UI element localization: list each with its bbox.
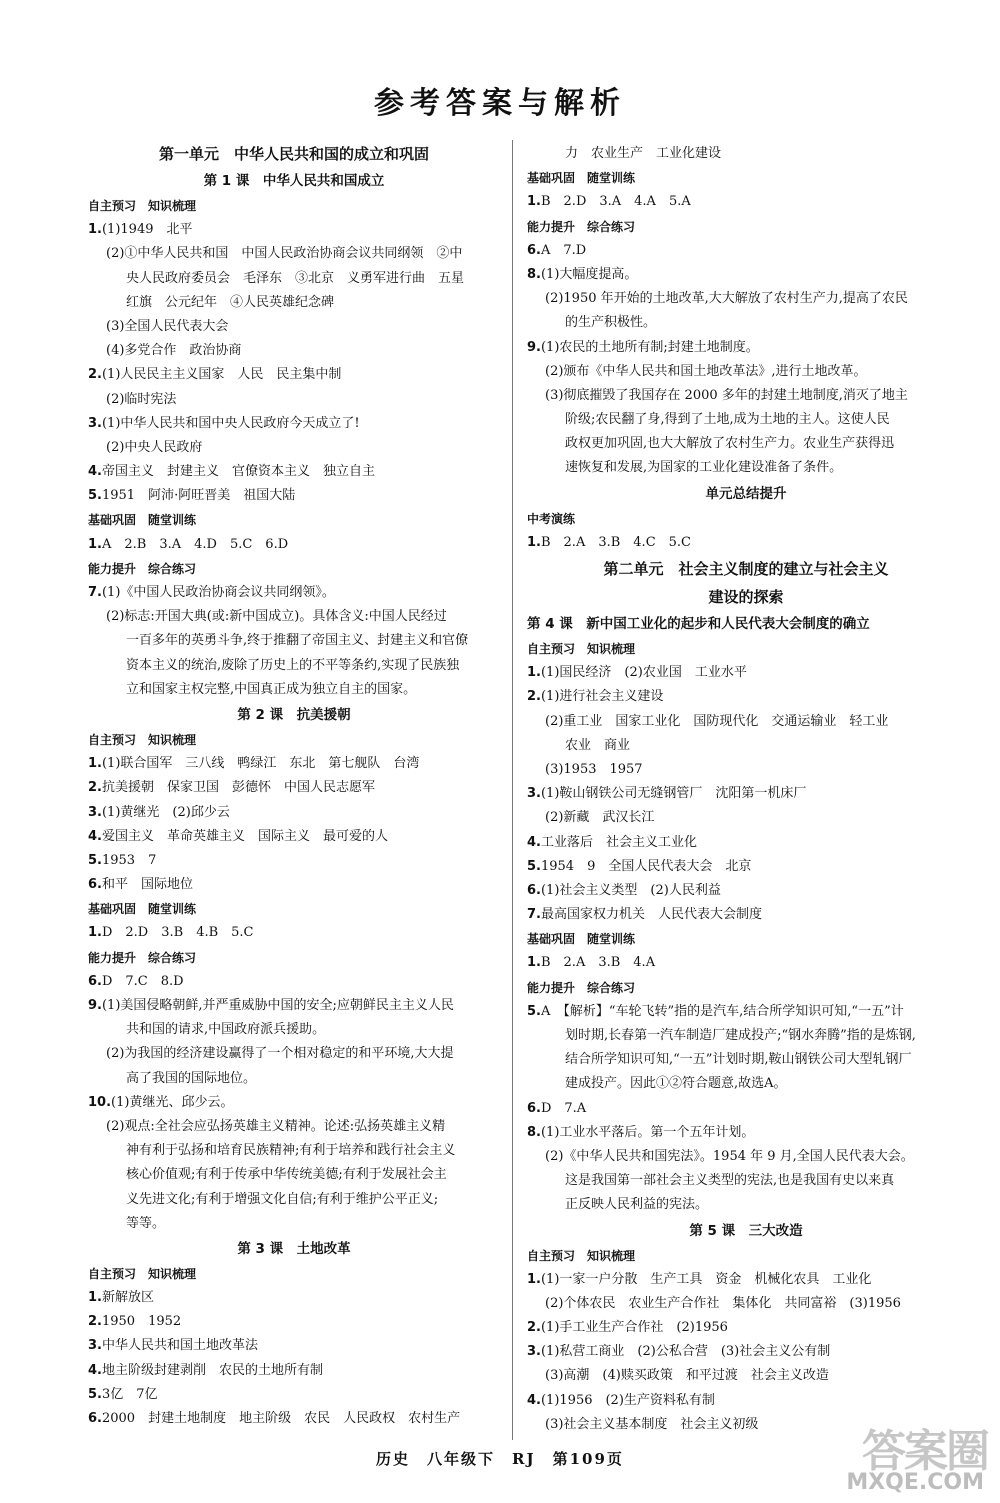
section-subheading: 自主预习 知识梳理 <box>88 732 197 747</box>
answer-text: (1)手工业生产合作社 (2)1956 <box>540 1320 728 1336</box>
question-number: 3. <box>88 415 102 431</box>
answer-continuation: (4)多党合作 政治协商 <box>106 343 242 359</box>
answer-line <box>88 1359 500 1383</box>
answer-continuation: (2)《中华人民共和国宪法》。1954 年 9 月,全国人民代表大会。 <box>545 1148 914 1164</box>
question-number: 1. <box>88 925 102 941</box>
answer-continuation: 义先进文化;有利于增强文化自信;有利于维护公平正义; <box>126 1191 439 1207</box>
lesson-title: 第 4 课 新中国工业化的起步和人民代表大会制度的确立 <box>527 616 870 632</box>
question-number: 1. <box>527 955 541 971</box>
answer-text: (1)国民经济 (2)农业国 工业水平 <box>540 665 747 681</box>
answer-continuation: 这是我国第一部社会主义类型的宪法,也是我国有史以来真 <box>565 1173 895 1189</box>
answer-line <box>527 1268 965 1292</box>
watermark-logo <box>844 1415 994 1495</box>
answer-line <box>88 1383 500 1407</box>
answer-line <box>527 1121 965 1145</box>
watermark-text: 答案圈 <box>862 1426 988 1477</box>
answer-continuation: (2)1950 年开始的土地改革,大大解放了农村生产力,提高了农民 <box>545 291 908 307</box>
question-number: 2. <box>527 689 541 705</box>
answer-line <box>88 533 500 557</box>
answer-continuation: (2)个体农民 农业生产合作社 集体化 共同富裕 (3)1956 <box>545 1295 901 1311</box>
answer-line <box>527 903 965 927</box>
answer-text: (1)工业水平落后。第一个五年计划。 <box>540 1124 755 1140</box>
answer-text: (1)大幅度提高。 <box>540 266 638 282</box>
answer-line <box>527 1000 965 1024</box>
question-number: 4. <box>88 828 102 844</box>
answer-continuation: 资本主义的统治,废除了历史上的不平等条约,实现了民族独 <box>126 657 460 673</box>
answer-continuation: 央人民政府委员会 毛泽东 ③北京 义勇军进行曲 五星 <box>126 270 465 286</box>
answer-text: (1)一家一户分散 生产工具 资金 机械化农具 工业化 <box>540 1271 872 1287</box>
answer-line <box>527 263 965 287</box>
answer-text: (1)黄继光 (2)邱少云 <box>101 804 230 820</box>
answer-line <box>527 336 965 360</box>
answer-text: 抗美援朝 保家卫国 彭德怀 中国人民志愿军 <box>101 780 375 796</box>
section-subheading: 自主预习 知识梳理 <box>527 1248 636 1263</box>
answer-line <box>527 190 965 214</box>
answer-continuation: (2)标志:开国大典(或:新中国成立)。具体含义:中国人民经过 <box>106 609 447 625</box>
section-subheading: 基础巩固 随堂训练 <box>527 932 636 947</box>
question-number: 3. <box>527 786 541 802</box>
section-subheading: 能力提升 综合练习 <box>88 561 197 576</box>
lesson-title: 第 3 课 土地改革 <box>237 1240 351 1257</box>
unit-title: 第二单元 社会主义制度的建立与社会主义 <box>603 560 889 578</box>
question-number: 6. <box>527 882 541 898</box>
answer-continuation: 共和国的请求,中国政府派兵援助。 <box>126 1022 326 1038</box>
answer-continuation: (3)1953 1957 <box>545 761 643 777</box>
answer-continuation: 神有利于弘扬和培育民族精神;有利于培养和践行社会主义 <box>126 1143 456 1159</box>
answer-text: (1)联合国军 三八线 鸭绿江 东北 第七舰队 台湾 <box>101 756 420 772</box>
answer-text: (1)农民的土地所有制;封建土地制度。 <box>540 339 759 355</box>
answer-text: (1)私营工商业 (2)公私合营 (3)社会主义公有制 <box>540 1344 831 1360</box>
lesson-title: 单元总结提升 <box>705 485 787 502</box>
question-number: 8. <box>527 266 541 282</box>
answer-continuation: 正反映人民利益的宪法。 <box>565 1197 709 1213</box>
section-subheading: 中考演练 <box>527 511 576 526</box>
lesson-title: 第 1 课 中华人民共和国成立 <box>203 173 385 189</box>
question-number: 6. <box>527 242 541 258</box>
answer-continuation: (2)临时宪法 <box>106 391 177 407</box>
answer-continuation: (3)社会主义基本制度 社会主义初级 <box>545 1416 759 1432</box>
answer-continuation: (2)中央人民政府 <box>106 439 203 455</box>
question-number: 8. <box>527 1124 541 1140</box>
answer-continuation: 政权更加巩固,也大大解放了农村生产力。农业生产获得迅 <box>565 436 895 452</box>
answer-continuation: 立和国家主权完整,中国真正成为独立自主的国家。 <box>126 681 417 697</box>
answer-text: (1)1956 (2)生产资料私有制 <box>540 1392 715 1408</box>
answer-line <box>527 782 965 806</box>
question-number: 1. <box>88 756 102 772</box>
question-number: 3. <box>88 804 102 820</box>
answer-text: (1)进行社会主义建设 <box>540 689 664 705</box>
answer-text: 2000 封建土地制度 地主阶级 农民 人民政权 农村生产 <box>101 1411 461 1426</box>
answer-line <box>88 1286 500 1310</box>
answer-text: (1)鞍山钢铁公司无缝钢管厂 沈阳第一机床厂 <box>540 786 807 802</box>
question-number: 6. <box>527 1100 541 1116</box>
section-subheading: 自主预习 知识梳理 <box>527 642 636 656</box>
answer-continuation: (2)新藏 武汉长江 <box>545 810 655 826</box>
answer-line <box>527 1340 965 1364</box>
question-number: 5. <box>88 852 102 868</box>
answer-continuation: 等等。 <box>126 1215 166 1231</box>
answer-line <box>88 1310 500 1334</box>
answer-continuation: 一百多年的英勇斗争,终于推翻了帝国主义、封建主义和官僚 <box>126 633 469 649</box>
page-footer: 历史 八年级下 RJ 第109页 <box>376 1450 624 1468</box>
answer-text: 爱国主义 革命英雄主义 国际主义 最可爱的人 <box>101 828 388 844</box>
answer-line <box>88 994 500 1018</box>
answer-text: 1953 7 <box>101 852 157 868</box>
question-number: 1. <box>88 1290 102 1306</box>
answer-line <box>527 879 965 903</box>
answer-continuation: 速恢复和发展,为国家的工业化建设准备了条件。 <box>565 460 843 476</box>
answer-text: 1950 1952 <box>101 1314 182 1330</box>
lesson-title: 第 2 课 抗美援朝 <box>237 706 351 723</box>
answer-text: (1)黄继光、邱少云。 <box>111 1094 234 1110</box>
answer-text: (1)1949 北平 <box>101 222 193 238</box>
answer-continuation: (2)颁布《中华人民共和国土地改革法》,进行土地改革。 <box>545 363 867 379</box>
answer-text: (1)中华人民共和国中央人民政府今天成立了! <box>101 415 360 431</box>
answer-continuation: (3)彻底摧毁了我国存在 2000 多年的封建土地制度,消灭了地主 <box>545 387 908 403</box>
answer-line <box>88 1407 500 1431</box>
answer-line <box>88 873 500 897</box>
answer-line <box>527 855 965 879</box>
answer-line <box>88 1334 500 1358</box>
unit-title: 第一单元 中华人民共和国的成立和巩固 <box>158 145 429 163</box>
question-number: 9. <box>88 998 102 1013</box>
question-number: 1. <box>527 1271 541 1287</box>
answer-line <box>527 531 965 555</box>
answer-line <box>527 831 965 855</box>
answer-line <box>527 239 965 263</box>
answer-text: B 2.D 3.A 4.A 5.A <box>540 194 691 210</box>
left-column <box>88 140 500 1431</box>
answer-line <box>527 1097 965 1121</box>
section-subheading: 能力提升 综合练习 <box>527 980 636 995</box>
question-number: 3. <box>88 1338 102 1354</box>
section-subheading: 能力提升 综合练习 <box>88 950 197 965</box>
answer-line <box>88 460 500 484</box>
answer-text: 1951 阿沛·阿旺晋美 祖国大陆 <box>101 488 296 504</box>
answer-text: A 2.B 3.A 4.D 5.C 6.D <box>101 536 289 552</box>
section-subheading: 基础巩固 随堂训练 <box>527 171 636 186</box>
answer-text: (1)《中国人民政治协商会议共同纲领》。 <box>101 585 335 600</box>
answer-line <box>527 661 965 685</box>
question-number: 2. <box>88 367 102 383</box>
answer-continuation: (2)观点:全社会应弘扬英雄主义精神。论述:弘扬英雄主义精 <box>106 1118 446 1134</box>
answer-continuation: 红旗 公元纪年 ④人民英雄纪念碑 <box>126 294 335 310</box>
answer-continuation: 建成投产。因此①②符合题意,故选A。 <box>565 1076 787 1092</box>
question-number: 1. <box>527 194 541 210</box>
watermark-domain: MXQE.COM <box>846 1470 984 1495</box>
answer-continuation: 农业 商业 <box>565 737 631 753</box>
answer-line <box>88 484 500 508</box>
answer-continuation: (3)全国人民代表大会 <box>106 318 229 334</box>
lesson-title: 第 5 课 三大改造 <box>689 1222 803 1239</box>
answer-continuation: 结合所学知识可知,“一五”计划时期,鞍山钢铁公司大型轧钢厂 <box>565 1052 912 1068</box>
answer-text: A 【解析】“车轮飞转”指的是汽车,结合所学知识可知,“一五”计 <box>540 1003 904 1019</box>
answer-continuation: 的生产积极性。 <box>565 315 657 331</box>
question-number: 6. <box>88 877 102 893</box>
question-number: 1. <box>88 222 102 238</box>
answer-text: D 7.A <box>540 1100 587 1116</box>
question-number: 3. <box>527 1344 541 1360</box>
question-number: 4. <box>527 834 541 850</box>
answer-line <box>527 1316 965 1340</box>
question-number: 4. <box>88 464 102 480</box>
answer-line <box>527 685 965 709</box>
answer-text: 工业落后 社会主义工业化 <box>540 834 697 850</box>
question-number: 4. <box>527 1392 541 1408</box>
question-number: 5. <box>527 1003 541 1019</box>
answer-line <box>88 776 500 800</box>
answer-line <box>527 1389 965 1413</box>
question-number: 2. <box>88 780 102 796</box>
question-number: 5. <box>527 858 541 874</box>
right-column <box>527 142 965 1437</box>
answer-text: 1954 9 全国人民代表大会 北京 <box>540 858 752 874</box>
answer-line <box>88 970 500 994</box>
answer-text: 3亿 7亿 <box>101 1386 158 1402</box>
question-number: 4. <box>88 1362 102 1378</box>
answer-continuation: 力 农业生产 工业化建设 <box>565 146 722 161</box>
answer-line <box>88 752 500 776</box>
section-subheading: 基础巩固 随堂训练 <box>88 902 197 917</box>
answer-line <box>88 363 500 387</box>
answer-line <box>88 825 500 849</box>
answer-continuation: (2)重工业 国家工业化 国防现代化 交通运输业 轻工业 <box>545 713 889 729</box>
page-title: 参考答案与解析 <box>374 86 626 121</box>
question-number: 1. <box>527 665 541 681</box>
answer-text: B 2.A 3.B 4.A <box>540 955 656 971</box>
question-number: 2. <box>527 1320 541 1336</box>
answer-text: 中华人民共和国土地改革法 <box>101 1338 258 1354</box>
question-number: 6. <box>88 1411 102 1426</box>
answer-text: 帝国主义 封建主义 官僚资本主义 独立自主 <box>101 464 375 480</box>
question-number: 10. <box>88 1094 112 1110</box>
answer-line <box>88 849 500 873</box>
section-subheading: 自主预习 知识梳理 <box>88 199 197 213</box>
answer-text: (1)美国侵略朝鲜,并严重威胁中国的安全;应朝鲜民主主义人民 <box>101 998 454 1013</box>
question-number: 1. <box>527 534 541 550</box>
answer-text: 最高国家权力机关 人民代表大会制度 <box>540 907 762 923</box>
question-number: 9. <box>527 339 541 355</box>
question-number: 5. <box>88 1386 102 1402</box>
answer-text: A 7.D <box>540 242 587 258</box>
answer-continuation: 阶级;农民翻了身,得到了土地,成为土地的主人。这使人民 <box>565 412 890 428</box>
answer-line <box>88 218 500 242</box>
question-number: 7. <box>88 585 102 600</box>
answer-line <box>88 412 500 436</box>
answer-continuation: 高了我国的国际地位。 <box>126 1070 257 1086</box>
answer-line <box>88 801 500 825</box>
answer-line <box>527 951 965 975</box>
question-number: 1. <box>88 536 102 552</box>
answer-line <box>88 581 500 605</box>
section-subheading: 能力提升 综合练习 <box>527 219 636 234</box>
answer-continuation: (2)为我国的经济建设赢得了一个相对稳定的和平环境,大大提 <box>106 1046 454 1062</box>
unit-title: 建设的探索 <box>708 588 784 606</box>
question-number: 6. <box>88 973 102 989</box>
answer-line <box>88 921 500 945</box>
answer-text: B 2.A 3.B 4.C 5.C <box>540 534 691 550</box>
answer-text: (1)人民民主主义国家 人民 民主集中制 <box>101 367 342 383</box>
answer-text: 地主阶级封建剥削 农民的土地所有制 <box>101 1362 323 1378</box>
answer-line <box>88 1091 500 1115</box>
section-subheading: 自主预习 知识梳理 <box>88 1266 197 1281</box>
answer-text: 和平 国际地位 <box>101 877 193 893</box>
answer-continuation: 划时期,长春第一汽车制造厂建成投产;“钢水奔腾”指的是炼钢, <box>565 1028 916 1043</box>
question-number: 7. <box>527 907 541 923</box>
answer-text: D 2.D 3.B 4.B 5.C <box>101 925 254 941</box>
answer-text: 新解放区 <box>101 1290 154 1306</box>
section-subheading: 基础巩固 随堂训练 <box>88 513 197 528</box>
answer-text: D 7.C 8.D <box>101 973 184 989</box>
answer-text: (1)社会主义类型 (2)人民利益 <box>540 882 721 898</box>
question-number: 2. <box>88 1314 102 1330</box>
answer-continuation: (3)高潮 (4)赎买政策 和平过渡 社会主义改造 <box>545 1368 829 1384</box>
question-number: 5. <box>88 488 102 504</box>
answer-continuation: (2)①中华人民共和国 中国人民政治协商会议共同纲领 ②中 <box>106 246 463 262</box>
column-divider <box>512 140 513 1440</box>
answer-continuation: 核心价值观;有利于传承中华传统美德;有利于发展社会主 <box>126 1167 447 1183</box>
